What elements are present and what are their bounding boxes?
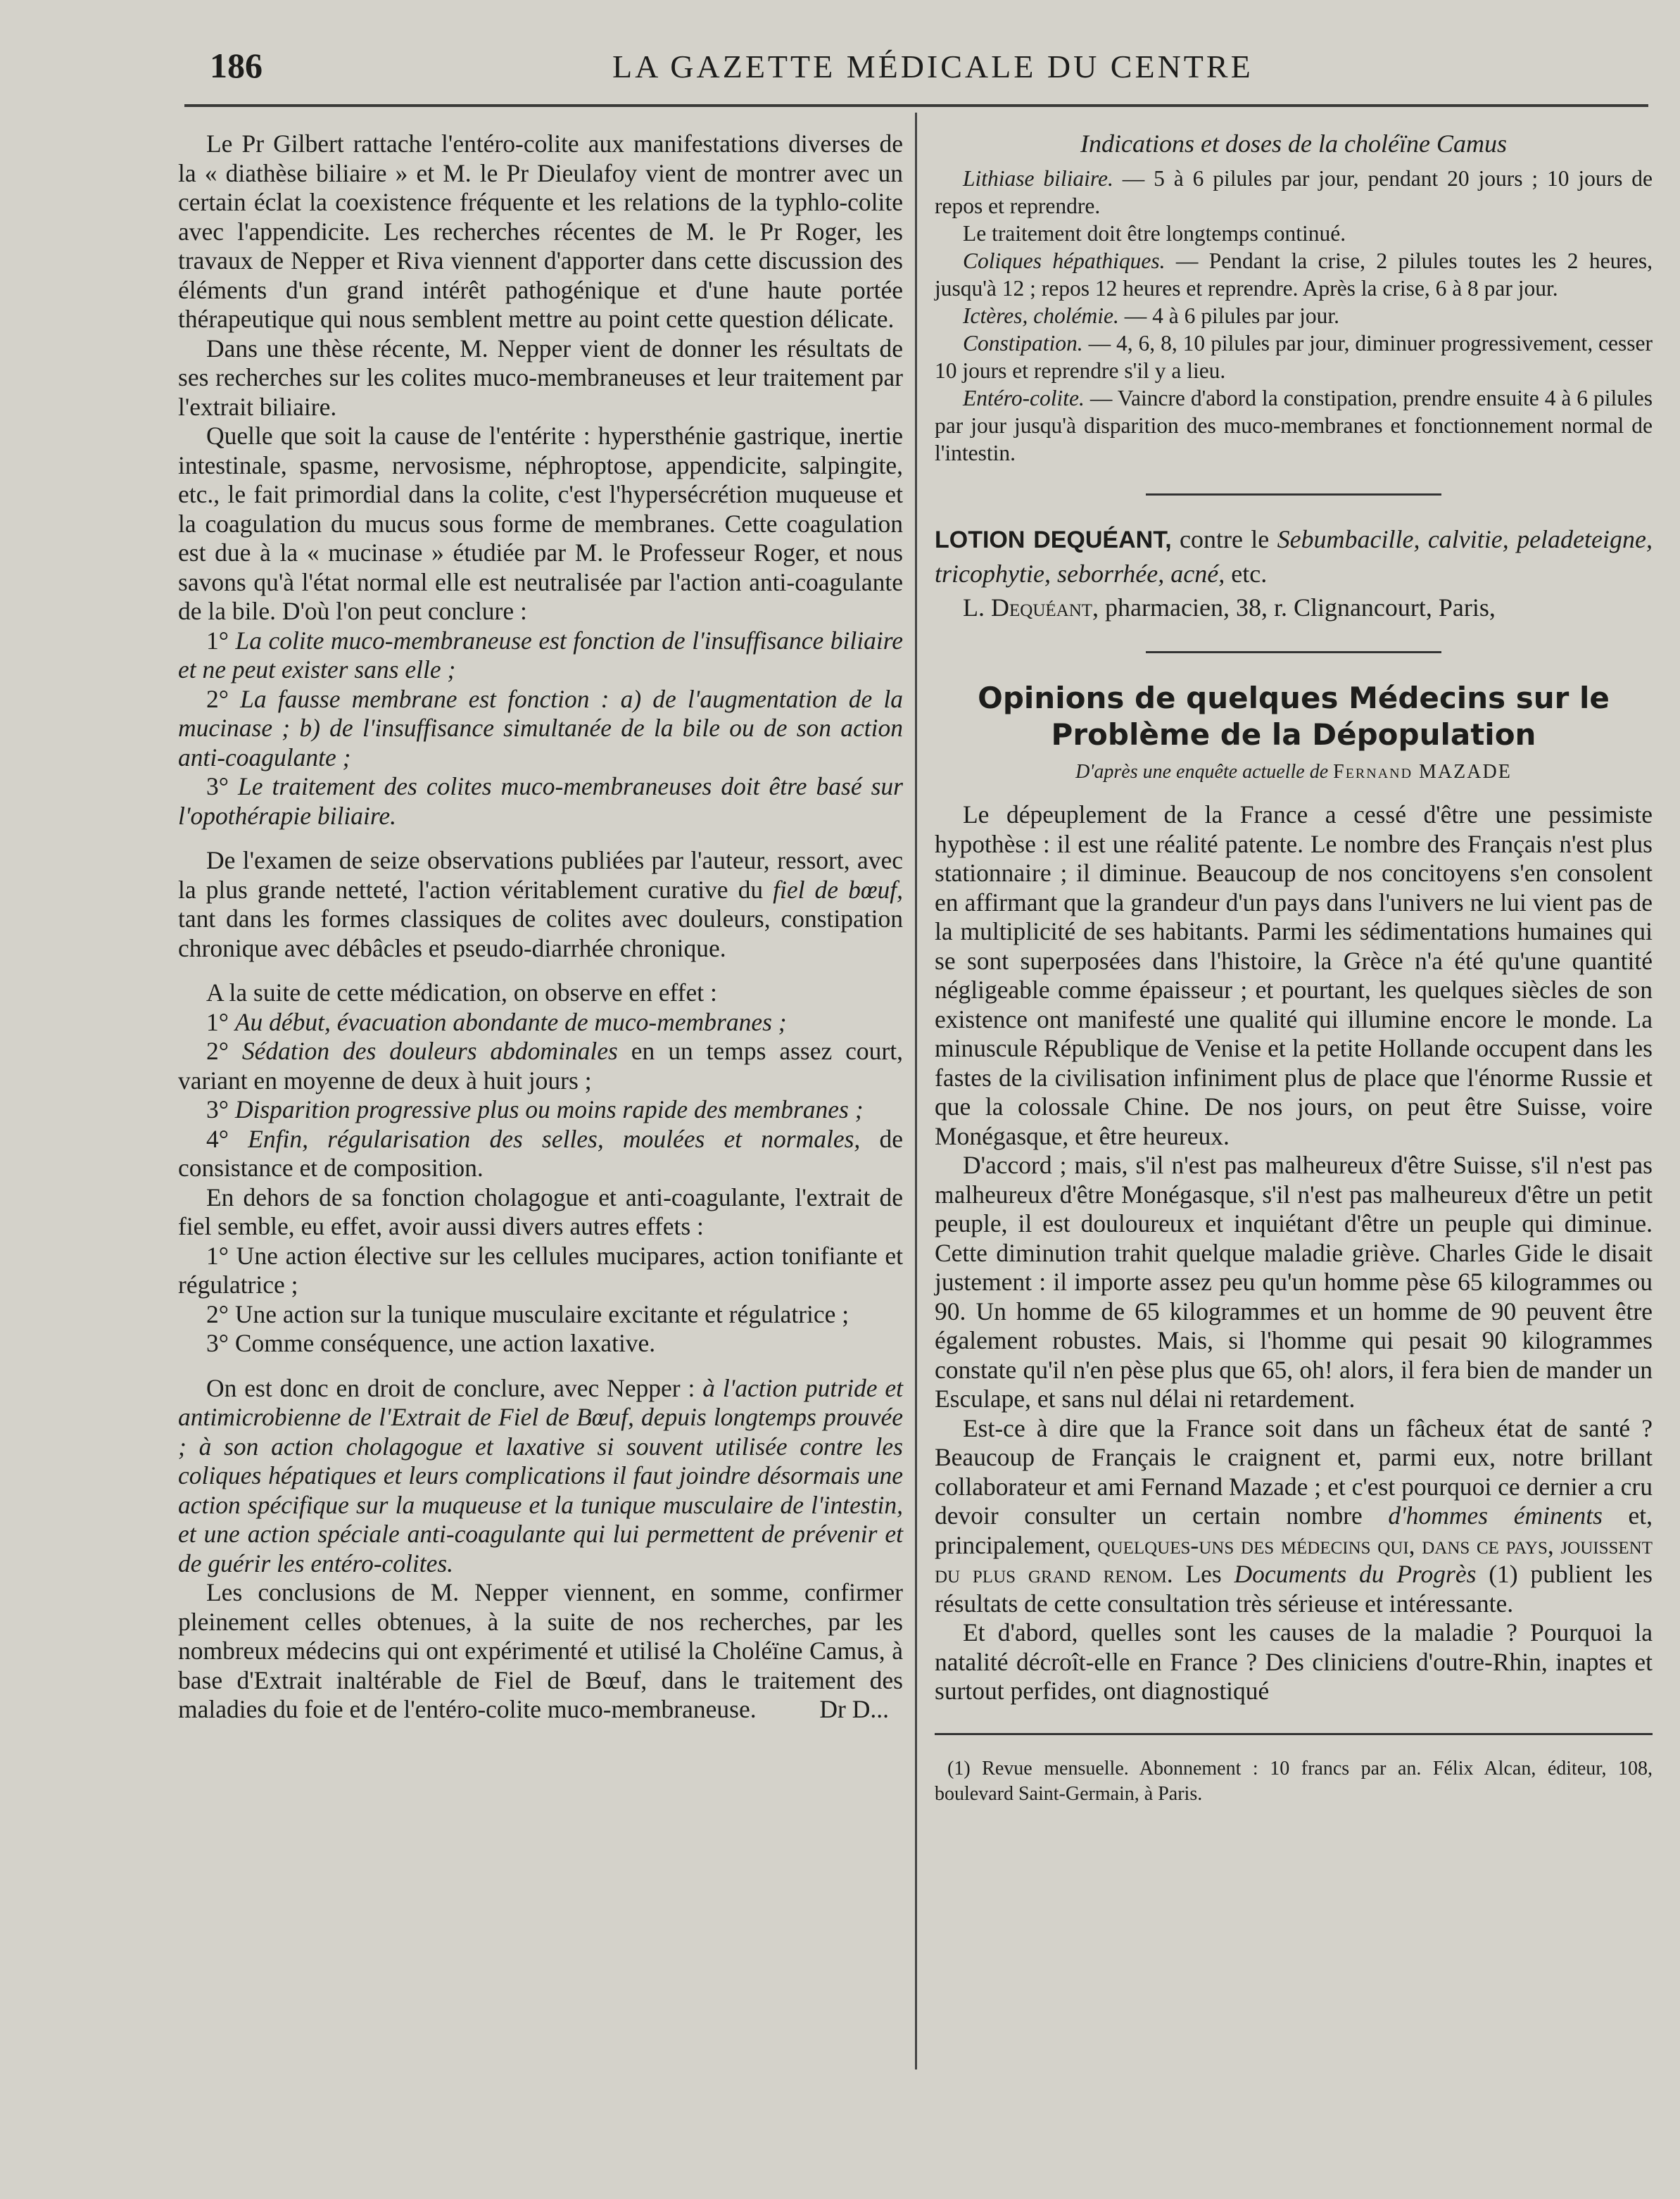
effect-3: 3° Disparition progressive plus ou moins rapide des membranes ;	[206, 1095, 864, 1123]
paragraph-nepper-thesis: Dans une thèse récente, M. Nepper vient de donner les résultats de ses recherches sur les colites muco-membraneuses et leur traitement par l'extrait biliaire.	[178, 334, 903, 421]
indication-lithiase-note: Le traitement doit être longtemps continué.	[963, 220, 1346, 246]
effect-4: 4° Enfin, régularisation des selles, moulées et normales, de consistance et de composition.	[178, 1124, 903, 1182]
effect-1: 1° Au début, évacuation abondante de muco-membranes ;	[206, 1007, 787, 1036]
paragraph-examination: De l'examen de seize observations publiées par l'auteur, ressort, avec la plus grande netteté, l'action véritablement curative du fiel de bœuf, tant dans les formes classiques de colites avec douleurs, constipation chronique avec débâcles et pseudo-diarrhée chronique.	[178, 846, 903, 962]
article-title-line-2: Problème de la Dépopulation	[1051, 717, 1536, 752]
indications-title: Indications et doses de la choléïne Camus	[1080, 130, 1507, 158]
conclusion-1: 1° La colite muco-membraneuse est fonction de l'insuffisance biliaire et ne peut exister sans elle ;	[178, 626, 904, 683]
suite-intro: A la suite de cette médication, on observe en effet :	[206, 978, 717, 1007]
other-effects-intro: En dehors de sa fonction cholagogue et anti-coagulante, l'extrait de fiel semble, eu effet, avoir aussi divers autres effets :	[178, 1183, 903, 1240]
left-column	[178, 130, 903, 1725]
other-effect-3: 3° Comme conséquence, une action laxative.	[206, 1329, 656, 1357]
article-byline: D'après une enquête actuelle de Fernand MAZADE	[1075, 760, 1512, 783]
article-paragraph-4: Et d'abord, quelles sont les causes de la maladie ? Pourquoi la natalité décroît-elle en France ? Des cliniciens d'outre-Rhin, inaptes et surtout perfides, ont diagnostiqué	[935, 1618, 1653, 1705]
article-paragraph-2: D'accord ; mais, s'il n'est pas malheureux d'être Suisse, s'il n'est pas malheureux d'être Monégasque, s'il n'est pas malheureux d'être un petit peuple, il est douloureux et inquiétant d'être un peuple qui diminue. Cette diminution trahit quelque maladie grièvе. Charles Gide le disait justement : il importe assez peu qu'un homme pèse 65 kilogrammes ou 90. Un homme de 65 kilogrammes et un homme de 90 peuvent être également robustes. Mais, si l'homme qui pesait 90 kilogrammes constate qu'il n'en pèse plus que 65, oh! alors, il fera bien de mander un Esculape, et sans nul délai ni retardement.	[935, 1151, 1653, 1413]
effect-2: 2° Sédation des douleurs abdominales en un temps assez court, variant en moyenne de deux à huit jours ;	[178, 1037, 903, 1095]
footnote-rule	[935, 1733, 1653, 1735]
signature: Dr D...	[819, 1695, 889, 1723]
indication-coliques: Coliques hépathiques. — Pendant la crise, 2 pilules toutes les 2 heures, jusqu'à 12 ; repos 12 heures et reprendre. Après la crise, 6 à 8 par jour.	[935, 248, 1653, 301]
journal-title: LA GAZETTE MÉDICALE DU CENTRE	[612, 49, 1253, 84]
indication-icteres: Ictères, cholémie. — 4 à 6 pilules par jour.	[963, 303, 1340, 328]
page-number: 186	[210, 46, 263, 85]
conclusion-3: 3° Le traitement des colites muco-membraneuses doit être basé sur l'opothérapie biliaire.	[178, 772, 903, 830]
paragraph-conclusion: On est donc en droit de conclure, avec Nepper : à l'action putride et antimicrobienne de l'Extrait de Fiel de Bœuf, depuis longtemps prouvée ; à son action cholagogue et laxative si souvent utilisée contre les coliques hépatiques et leurs complications il faut joindre désormais une action spécifique sur la muqueuse et la tunique musculaire de l'intestin, et une action spéciale anti-coagulante qui lui permettent de prévenir et de guérir les entéro-colites.	[178, 1373, 903, 1577]
paragraph-final: Les conclusions de M. Nepper viennent, en somme, confirmer pleinement celles obtenues, à la suite de nos recherches, par les nombreux médecins qui ont expérimenté et utilisé la Choléïne Camus, à base d'Extrait inaltérable de Fiel de Bœuf, dans le traitement des maladies du foie et de l'entéro-colite muco-membraneuse.	[178, 1578, 903, 1723]
footnote: (1) Revue mensuelle. Abonnement : 10 francs par an. Félix Alcan, éditeur, 108, boulevard Saint-Germain, à Paris.	[935, 1757, 1653, 1805]
lotion-advertisement	[935, 522, 1653, 624]
article-title-line-1: Opinions de quelques Médecins sur le	[978, 680, 1610, 715]
right-column	[935, 130, 1653, 1807]
pharmacist-line: L. Dequéant, pharmacien, 38, r. Clignancourt, Paris,	[963, 593, 1496, 622]
indication-constipation: Constipation. — 4, 6, 8, 10 pilules par jour, diminuer progressivement, cesser 10 jours et reprendre s'il y a lieu.	[935, 330, 1653, 383]
other-effect-2: 2° Une action sur la tunique musculaire excitante et régulatrice ;	[206, 1299, 850, 1328]
indications-list	[935, 165, 1653, 467]
separator-rule	[1146, 493, 1441, 496]
column-divider	[915, 113, 917, 2069]
lotion-line: LOTION DEQUÉANT, contre le Sebumbacille, calvitie, peladeteigne, tricophytie, seborrhée, acné, etc.	[935, 524, 1653, 588]
other-effect-1: 1° Une action élective sur les cellules mucipares, action tonifiante et régulatrice ;	[178, 1241, 903, 1299]
separator-rule-2	[1146, 651, 1441, 653]
indication-enterocolite: Entéro-colite. — Vaincre d'abord la constipation, prendre ensuite 4 à 6 pilules par jour jusqu'à disparition des muco-membranes et fonctionnement normal de l'intestin.	[935, 385, 1653, 465]
paragraph-gilbert: Le Pr Gilbert rattache l'entéro-colite aux manifestations diverses de la « diathèse biliaire » et M. le Pr Dieulafoy vient de montrer avec un certain éclat la coexistence fréquente et les relations de la typhlo-colite avec l'appendicite. Les recherches récentes de M. le Pr Roger, les travaux de Nepper et Riva viennent d'apporter dans cette discussion des éléments d'un grand intérêt pathogénique et d'une haute portée thérapeutique qui nous semblent mettre au point cette question délicate.	[178, 130, 903, 333]
header-rule	[184, 104, 1648, 107]
article-paragraph-1: Le dépeuplement de la France a cessé d'être une pessimiste hypothèse : il est une réalité patente. Le nombre des Français n'est plus stationnaire ; il diminue. Beaucoup de nos concitoyens s'en consolent en affirmant que la grandeur d'un pays dans l'univers ne lui vient pas de la multiplicité de ses habitants. Parmi les sédimentations humaines qui se sont superposées dans l'histoire, la Grèce n'a été qu'une quantité négligeable comme épaisseur ; et pourtant, les quelques siècles de son existence ont manifesté une qualité qui illumine encore le monde. La minuscule République de Venise et la petite Hollande occupent dans les fastes de la civilisation infiniment plus de place que l'énorme Russie et que la colossale Chine. De nos jours, on peut être Suisse, voire Monégasque, et être heureux.	[935, 800, 1653, 1150]
paragraph-enteritis-cause: Quelle que soit la cause de l'entérite : hypersthénie gastrique, inertie intestinale, spasme, nervosisme, néphroptose, appendicite, salpingite, etc., le fait primordial dans la colite, c'est l'hypersécrétion muqueuse et la coagulation du mucus sous forme de membranes. Cette coagulation est due à la « mucinase » étudiée par M. le Professeur Roger, et nous savons qu'à l'état normal elle est neutralisée par l'action anti-coagulante de la bile. D'où l'on peut conclure :	[178, 422, 903, 625]
conclusion-2: 2° La fausse membrane est fonction : a) de l'augmentation de la mucinase ; b) de l'insuffisance simultanée de la bile ou de son action anti-coagulante ;	[178, 684, 903, 771]
indication-lithiase: Lithiase biliaire. — 5 à 6 pilules par jour, pendant 20 jours ; 10 jours de repos et reprendre.	[935, 165, 1653, 218]
article-paragraph-3: Est-ce à dire que la France soit dans un fâcheux état de santé ? Beaucoup de Français le craignent et, parmi eux, notre brillant collaborateur et ami Fernand Mazade ; et c'est pourquoi ce dernier a cru devoir consulter un certain nombre d'hommes éminents et, principalement, quelques-uns des médecins qui, dans ce pays, jouissent du plus grand renom. Les Documents du Progrès (1) publient les résultats de cette consultation très sérieuse et intéressante.	[935, 1413, 1653, 1618]
